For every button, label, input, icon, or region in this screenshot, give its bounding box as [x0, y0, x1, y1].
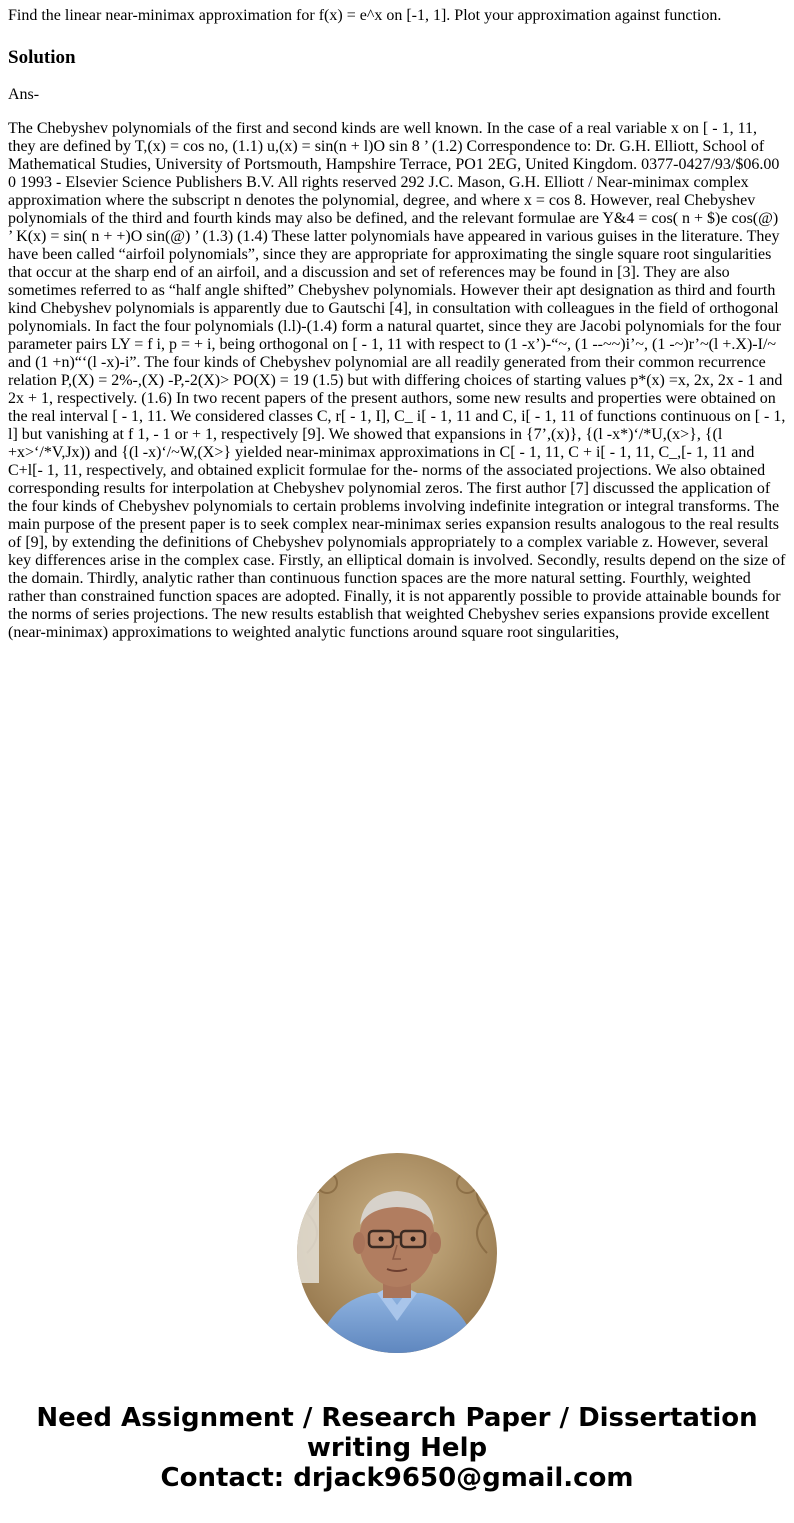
- answer-body-text: The Chebyshev polynomials of the first and second kinds are well known. In the case of a real variable x on [ - 1, 11, they are defined by T,(x) = cos no, (1.1) u,(x) = sin(n + l)O sin 8 ’ (1.2) Correspondence to: Dr. G.H. Elliott, School of Mathematical Studies, University of Portsmouth, Hampshire Terrace, PO1 2EG, United Kingdom. 0377-0427/93/$06.00 0 1993 - Elsevier Science Publishers B.V. All rights reserved 292 J.C. Mason, G.H. Elliott / Near-minimax complex approximation where the subscript n denotes the polynomial, degree, and where x = cos 8. However, real Chebyshev polynomials of the third and fourth kinds may also be defined, and the relevant formulae are Y&4 = cos( n + $)e cos(@) ’ K(x) = sin( n + +)O sin(@) ’ (1.3) (1.4) These latter polynomials have appeared in various guises in the literature. They have been called “airfoil polynomials”, since they are appropriate for approximating the single square root singularities that occur at the sharp end of an airfoil, and a discussion and set of references may be found in [3]. They are also sometimes referred to as “half angle shifted” Chebyshev polynomials. However their apt designation as third and fourth kind Chebyshev polynomials is apparently due to Gautschi [4], in consultation with colleagues in the field of orthogonal polynomials. In fact the four polynomials (l.l)-(1.4) form a natural quartet, since they are Jacobi polynomials for the four parameter pairs LY = f i, p = + i, being orthogonal on [ - 1, 11 with respect to (1 -x’)-“~, (1 --~~)i’~, (1 -~)r’~(l +.X)-I/~ and (1 +n)“‘(l -x)-i”. The four kinds of Chebyshev polynomial are all readily generated from their common recurrence relation P,(X) = 2%-,(X) -P,-2(X)> PO(X) = 19 (1.5) but with differing choices of starting values p*(x) =x, 2x, 2x - 1 and 2x + 1, respectively. (1.6) In two recent papers of the present authors, some new results and properties were obtained on the real interval [ - 1, 11. We considered classes C, r[ - 1, I], C_ i[ - 1, 11 and C, i[ - 1, 11 of functions continuous on [ - 1, l] but vanishing at f 1, - 1 or + 1, respectively [9]. We showed that expansions in {7’,(x)}, {(l -x*)‘/*U,(x>}, {(l +x>‘/*V,Jx)) and {(l -x)‘/~W,(X>} yielded near-minimax approximations in C[ - 1, 11, C + i[ - 1, 11, C_,[- 1, 11 and C+l[- 1, 11, respectively, and obtained explicit formulae for the- norms of the associated projections. We also obtained corresponding results for interpolation at Chebyshev polynomial zeros. The first author [7] discussed the application of the four kinds of Chebyshev polynomials to certain problems involving indefinite integration or integral transforms. The main purpose of the present paper is to seek complex near-minimax series expansion results analogous to the real results of [9], by extending the definitions of Chebyshev polynomials appropriately to a complex variable z. However, several key differences arise in the complex case. Firstly, an elliptical domain is involved. Secondly, results depend on the size of the domain. Thirdly, analytic rather than continuous function spaces are the more natural setting. Fourthly, weighted rather than constrained function spaces are adopted. Finally, it is not apparently possible to provide attainable bounds for the norms of series projections. The new results establish that weighted Chebyshev series expansions provide excellent (near-minimax) approximations to weighted analytic functions around square root singularities,: [8, 120, 786, 641]
- document-content: [8, 0, 786, 642]
- promo-line-1: Need Assignment / Research Paper / Dissertation: [36, 1403, 758, 1433]
- answer-label: Ans-: [8, 86, 40, 103]
- author-avatar: [297, 1153, 497, 1353]
- solution-heading: Solution: [8, 47, 76, 68]
- question-text: Find the linear near-minimax approximation for f(x) = e^x on [-1, 1]. Plot your approximation against function.: [8, 7, 722, 24]
- avatar-portrait-image: [297, 1153, 497, 1353]
- promo-contact-line: Contact: drjack9650@gmail.com: [160, 1463, 634, 1493]
- promo-banner: [0, 1403, 794, 1493]
- promo-line-2: writing Help: [306, 1433, 488, 1463]
